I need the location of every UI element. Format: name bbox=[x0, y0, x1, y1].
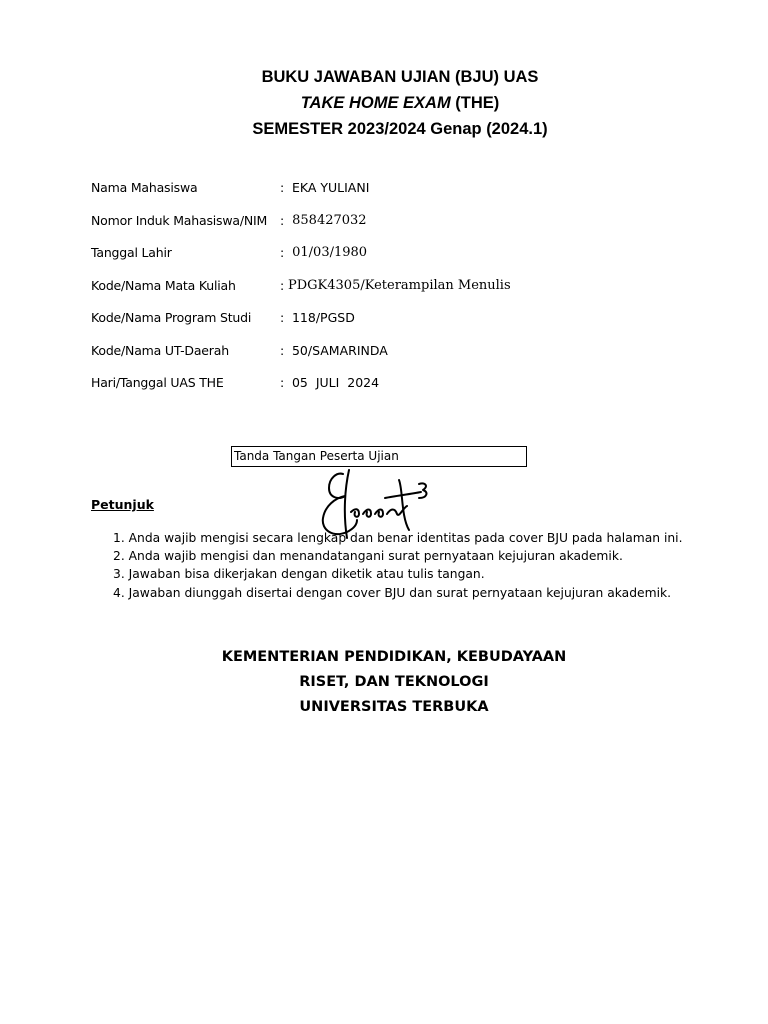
title-the: (THE) bbox=[450, 94, 500, 112]
info-value: EKA YULIANI bbox=[288, 180, 370, 195]
info-colon: : bbox=[280, 212, 285, 228]
info-label: Hari/Tanggal UAS THE bbox=[91, 375, 224, 390]
signature-box-label: Tanda Tangan Peserta Ujian bbox=[231, 446, 527, 467]
info-colon: : bbox=[280, 375, 285, 390]
title-line-3: SEMESTER 2023/2024 Genap (2024.1) bbox=[252, 120, 548, 138]
footer-line-2: RISET, DAN TEKNOLOGI bbox=[299, 674, 489, 690]
title-line-1: BUKU JAWABAN UJIAN (BJU) UAS bbox=[261, 68, 539, 86]
student-info bbox=[91, 180, 691, 408]
info-row-tanggal-uas bbox=[91, 375, 691, 408]
info-row-nim bbox=[91, 213, 691, 246]
info-value: 50/SAMARINDA bbox=[288, 342, 388, 358]
document-title bbox=[0, 64, 768, 142]
info-value: PDGK4305/Keterampilan Menulis bbox=[288, 277, 511, 293]
info-row-nama bbox=[91, 180, 691, 213]
info-colon: : bbox=[280, 310, 285, 325]
info-label: Kode/Nama Mata Kuliah bbox=[91, 277, 236, 293]
title-take-home-exam: TAKE HOME EXAM bbox=[300, 94, 451, 112]
info-row-mata-kuliah bbox=[91, 278, 691, 311]
info-colon: : bbox=[280, 245, 285, 260]
info-label: Tanggal Lahir bbox=[91, 245, 172, 260]
info-row-program-studi bbox=[91, 310, 691, 343]
instruction-item: 1. Anda wajib mengisi secara lengkap dan benar identitas pada cover BJU pada halaman ini. bbox=[113, 531, 683, 545]
info-value: 858427032 bbox=[288, 212, 367, 228]
info-label: Nama Mahasiswa bbox=[91, 180, 198, 195]
info-label: Kode/Nama Program Studi bbox=[91, 310, 252, 325]
info-colon: : bbox=[280, 277, 285, 293]
institution-footer bbox=[0, 645, 768, 720]
info-label: Kode/Nama UT-Daerah bbox=[91, 342, 229, 358]
handwritten-signature bbox=[315, 468, 445, 548]
petunjuk-heading: Petunjuk bbox=[91, 497, 154, 512]
instruction-item: 3. Jawaban bisa dikerjakan dengan diketik atau tulis tangan. bbox=[113, 567, 485, 582]
info-value: 01/03/1980 bbox=[288, 245, 368, 260]
instruction-item: 2. Anda wajib mengisi dan menandatangani surat pernyataan kejujuran akademik. bbox=[113, 549, 623, 564]
footer-line-3: UNIVERSITAS TERBUKA bbox=[299, 699, 489, 715]
info-value: 05 JULI 2024 bbox=[288, 375, 380, 390]
info-value: 118/PGSD bbox=[288, 310, 355, 325]
info-row-ut-daerah bbox=[91, 343, 691, 376]
info-colon: : bbox=[280, 342, 285, 358]
info-colon: : bbox=[280, 180, 285, 195]
instruction-item: 4. Jawaban diunggah disertai dengan cover BJU dan surat pernyataan kejujuran akademik. bbox=[113, 585, 672, 600]
info-label: Nomor Induk Mahasiswa/NIM bbox=[91, 212, 268, 228]
title-line-2 bbox=[0, 90, 768, 116]
info-row-tanggal-lahir bbox=[91, 245, 691, 278]
footer-line-1: KEMENTERIAN PENDIDIKAN, KEBUDAYAAN bbox=[221, 649, 567, 665]
